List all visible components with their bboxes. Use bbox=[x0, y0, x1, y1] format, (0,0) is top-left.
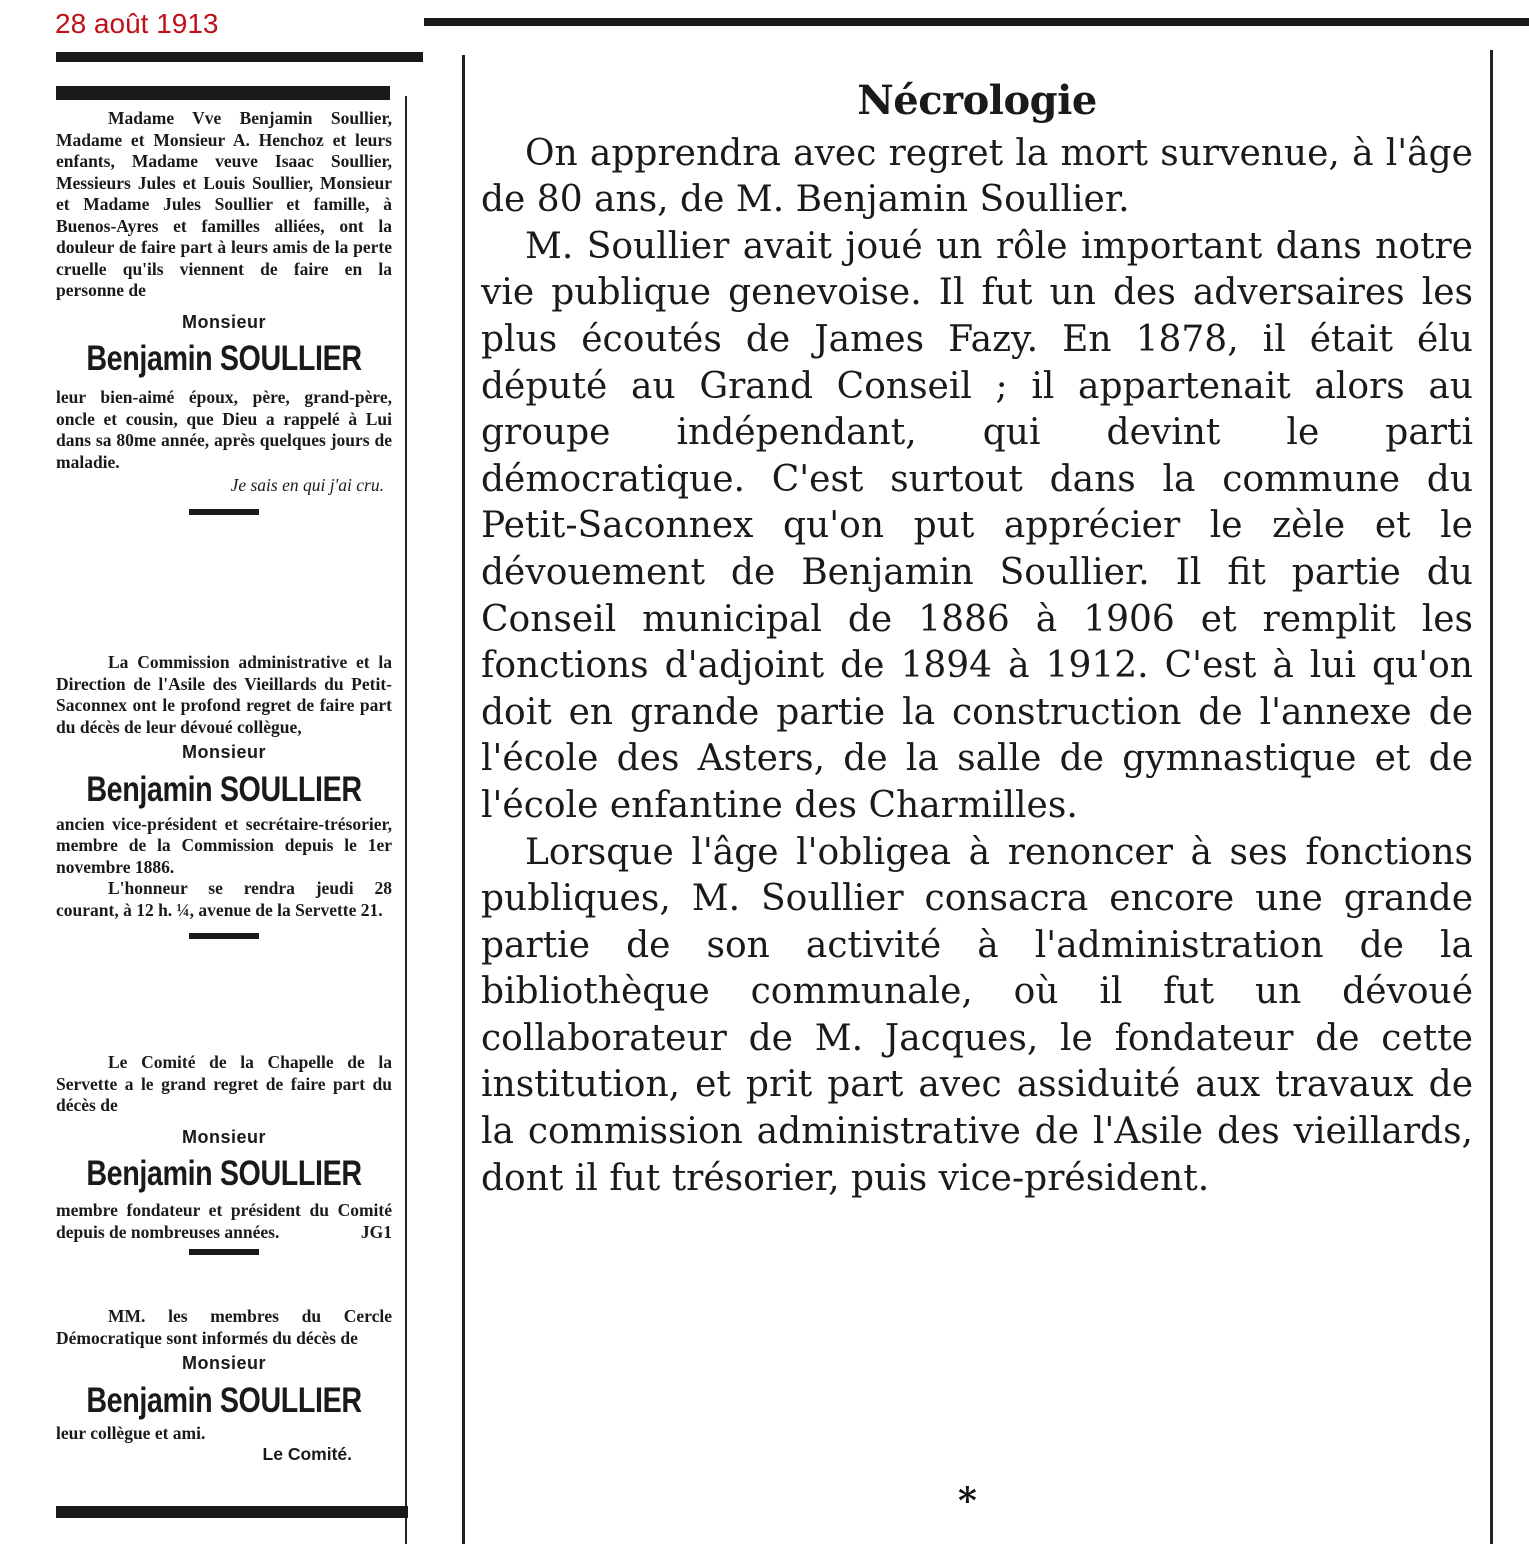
separator bbox=[189, 1249, 259, 1255]
notice-commission bbox=[56, 652, 392, 951]
notice-intro: Le Comité de la Chapelle de la Servette a le grand regret de faire part du décès de bbox=[56, 1052, 392, 1115]
notice-body-text: membre fondateur et président du Comité depuis de nombreuses années. bbox=[56, 1200, 392, 1242]
notice-intro: MM. les membres du Cercle Démocratique sont informés du décès de bbox=[56, 1306, 392, 1348]
notice-title: Monsieur bbox=[181, 311, 266, 332]
bottom-rule bbox=[56, 1506, 408, 1518]
notice-motto: Je sais en qui j'ai cru. bbox=[230, 475, 384, 495]
death-notices-column bbox=[52, 52, 407, 1544]
notice-chapelle bbox=[56, 1052, 392, 1267]
notice-title: Monsieur bbox=[181, 742, 266, 762]
notice-cercle bbox=[56, 1306, 392, 1466]
notice-body bbox=[56, 1200, 392, 1243]
article-border-right bbox=[1490, 50, 1493, 1544]
notice-intro: La Commission administrative et la Direction de l'Asile des Vieillards du Petit-Saconnex ont le profond regret de faire part du décès de leur dévoué collègue, bbox=[56, 652, 392, 737]
notice-code: JG1 bbox=[360, 1221, 392, 1242]
notice-name: Benjamin SOULLIER bbox=[86, 339, 362, 378]
article-paragraph: On apprendra avec regret la mort survenue, à l'âge de 80 ans, de M. Benjamin Soullier. bbox=[481, 132, 1473, 221]
notice-title: Monsieur bbox=[181, 1126, 266, 1147]
separator bbox=[189, 933, 259, 939]
notice-name: Benjamin SOULLIER bbox=[86, 1154, 362, 1193]
necrologie-article bbox=[481, 78, 1473, 1202]
notice-name: Benjamin SOULLIER bbox=[86, 1380, 362, 1420]
date-label: 28 août 1913 bbox=[55, 8, 219, 39]
article-paragraph: M. Soullier avait joué un rôle important dans notre vie publique genevoise. Il fut un des adversaires les plus écoutés de James Fazy. En 1878, il était élu député au Grand Conseil ; il appartenait alors au groupe indépendant, qui devint le parti démocratique. C'est surtout dans la commune du Petit-Saconnex qu'on put apprécier le zèle et le dévouement de Benjamin Soullier. Il fit partie du Conseil municipal de 1886 à 1906 et remplit les fonctions d'adjoint de 1894 à 1912. C'est à lui qu'on doit en grande partie la construction de l'annexe de l'école des Asters, de la salle de gymnastique et de l'école enfantine des Charmilles. bbox=[481, 225, 1473, 826]
notice-intro: Madame Vve Benjamin Soullier, Madame et Monsieur A. Henchoz et leurs enfants, Madame veuve Isaac Soullier, Messieurs Jules et Louis Soullier, Monsieur et Madame Jules Soullier et famille, à Buenos-Ayres et familles alliées, ont la douleur de faire part à leurs amis de la perte cruelle qu'ils viennent de faire en la personne de bbox=[56, 108, 392, 300]
article-border-left bbox=[462, 55, 465, 1544]
top-rule bbox=[56, 52, 423, 62]
column-divider bbox=[405, 96, 407, 1544]
notice-ceremony: L'honneur se rendra jeudi 28 courant, à 12 h. ¼, avenue de la Servette 21. bbox=[56, 878, 392, 920]
end-asterisk: * bbox=[958, 1480, 977, 1522]
header-rule bbox=[56, 86, 390, 100]
separator bbox=[189, 509, 259, 515]
article-paragraph: Lorsque l'âge l'obligea à renoncer à ses fonctions publiques, M. Soullier consacra encore une grande partie de son activité à l'administration de la bibliothèque communale, où il fut un dévoué collaborateur de M. Jacques, le fondateur de cette institution, et prit part avec assiduité aux travaux de la commission administrative de l'Asile des vieillards, dont il fut trésorier, puis vice-président. bbox=[481, 831, 1473, 1199]
notice-title: Monsieur bbox=[181, 1353, 266, 1373]
notice-name: Benjamin SOULLIER bbox=[86, 769, 362, 809]
notice-body: ancien vice-président et secrétaire-trésorier, membre de la Commission depuis le 1er novembre 1886. bbox=[56, 813, 392, 877]
notice-family bbox=[56, 108, 392, 527]
notice-signature: Le Comité. bbox=[262, 1444, 352, 1464]
article-top-rule bbox=[424, 18, 1529, 26]
article-heading: Nécrologie bbox=[857, 77, 1097, 124]
notice-body: leur collègue et ami. bbox=[56, 1422, 206, 1443]
notice-body: leur bien-aimé époux, père, grand-père, oncle et cousin, que Dieu a rappelé à Lui dans sa 80me année, après quelques jours de maladie. bbox=[56, 387, 392, 472]
